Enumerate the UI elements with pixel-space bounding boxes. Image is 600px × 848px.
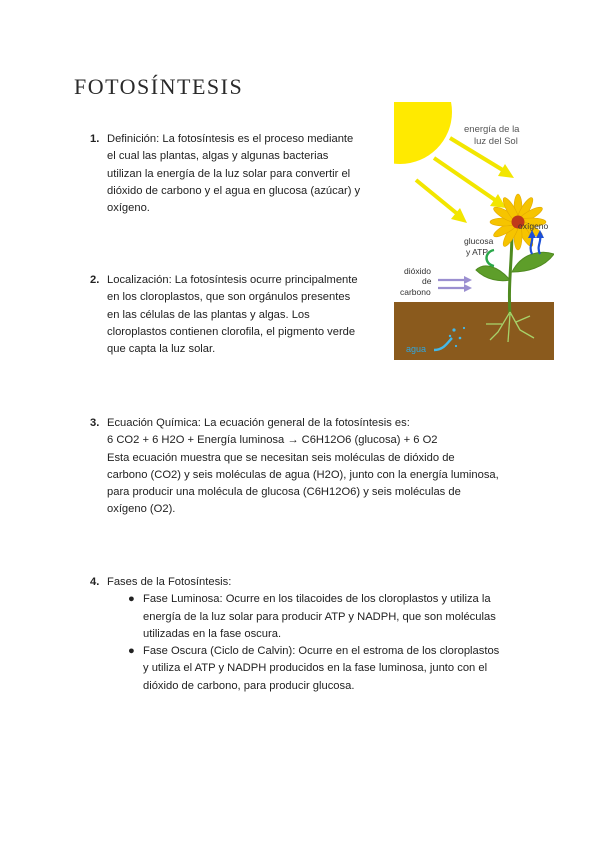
text-line: oxígeno. — [107, 202, 150, 215]
text-line: energía de la luz solar para producir ATP y NADPH, que son moléculas — [143, 610, 496, 623]
text-line: Fase Luminosa: Ocurre en los tilacoides de los cloroplastos y utiliza la — [143, 593, 491, 606]
text-line: oxígeno (O2). — [107, 503, 176, 516]
equation-line: 6 CO2 + 6 H2O + Energía luminosa → C6H12O6 (glucosa) + 6 O2 — [107, 434, 438, 447]
text-line: Fase Oscura (Ciclo de Calvin): Ocurre en el estroma de los cloroplastos — [143, 645, 500, 658]
text-line: Ecuación Química: La ecuación general de la fotosíntesis es: — [107, 417, 410, 429]
text-line: carbono (CO2) y seis moléculas de agua (H2O), junto con la energía luminosa, — [107, 468, 499, 481]
bullet-dot: ● — [128, 593, 135, 606]
text-line: que capta la luz solar. — [107, 343, 216, 356]
list-item-localizacion — [90, 272, 358, 358]
text-line: utilizadas en la fase oscura. — [143, 627, 282, 640]
text-line: Esta ecuación muestra que se necesitan seis moléculas de dióxido de — [107, 451, 455, 464]
sun-icon — [394, 102, 452, 164]
photosynthesis-diagram — [394, 102, 554, 360]
text-line: cloroplastos contienen clorofila, el pigmento verde — [107, 325, 356, 338]
bullet-dot: ● — [128, 645, 135, 658]
text-line: y utiliza el ATP y NADPH producidos en la fase luminosa, junto con el — [143, 662, 488, 675]
text-line: dióxido de carbono y el agua en glucosa (azúcar) y — [107, 184, 361, 197]
text-line: para producir una molécula de glucosa (C6H12O6) y seis moléculas de — [107, 486, 461, 499]
item-number: 4. — [90, 576, 100, 588]
bullet-item-fase-oscura — [128, 643, 499, 695]
label-glucose-2: y ATP — [466, 247, 489, 257]
text-line: Localización: La fotosíntesis ocurre principalmente — [107, 274, 358, 286]
page-title: FOTOSÍNTESIS — [74, 74, 244, 99]
item-number: 3. — [90, 417, 100, 429]
label-oxygen: oxígeno — [518, 221, 549, 231]
text-line: utilizan la energía de la luz solar para convertir el — [107, 167, 351, 180]
text-line: en los cloroplastos, que son orgánulos presentes — [107, 291, 351, 304]
text-line: el cual las plantas, algas y algunas bacterias — [107, 150, 329, 163]
bullet-item-fase-luminosa — [128, 591, 499, 643]
list-item-fases — [90, 574, 499, 695]
label-energy-2: luz del Sol — [474, 136, 518, 147]
label-co2: dióxido — [404, 266, 431, 276]
text-line: Definición: La fotosíntesis es el proceso mediante — [107, 133, 354, 145]
item-number: 1. — [90, 133, 100, 145]
bullet-list — [128, 591, 499, 695]
label-co2-3: carbono — [400, 287, 431, 297]
text-line: en las células de las plantas y algas. Los — [107, 308, 310, 321]
label-energy: energía de la — [464, 124, 520, 135]
label-co2-2: de — [422, 276, 432, 286]
text-line: dióxido de carbono, para producir glucosa. — [143, 679, 355, 692]
label-glucose: glucosa — [464, 236, 494, 246]
list-item-ecuacion — [90, 415, 499, 519]
text-line: Fases de la Fotosíntesis: — [107, 576, 232, 588]
list-item-definicion — [90, 131, 360, 217]
label-water: agua — [406, 344, 427, 354]
item-number: 2. — [90, 274, 100, 286]
co2-arrows — [438, 276, 472, 292]
